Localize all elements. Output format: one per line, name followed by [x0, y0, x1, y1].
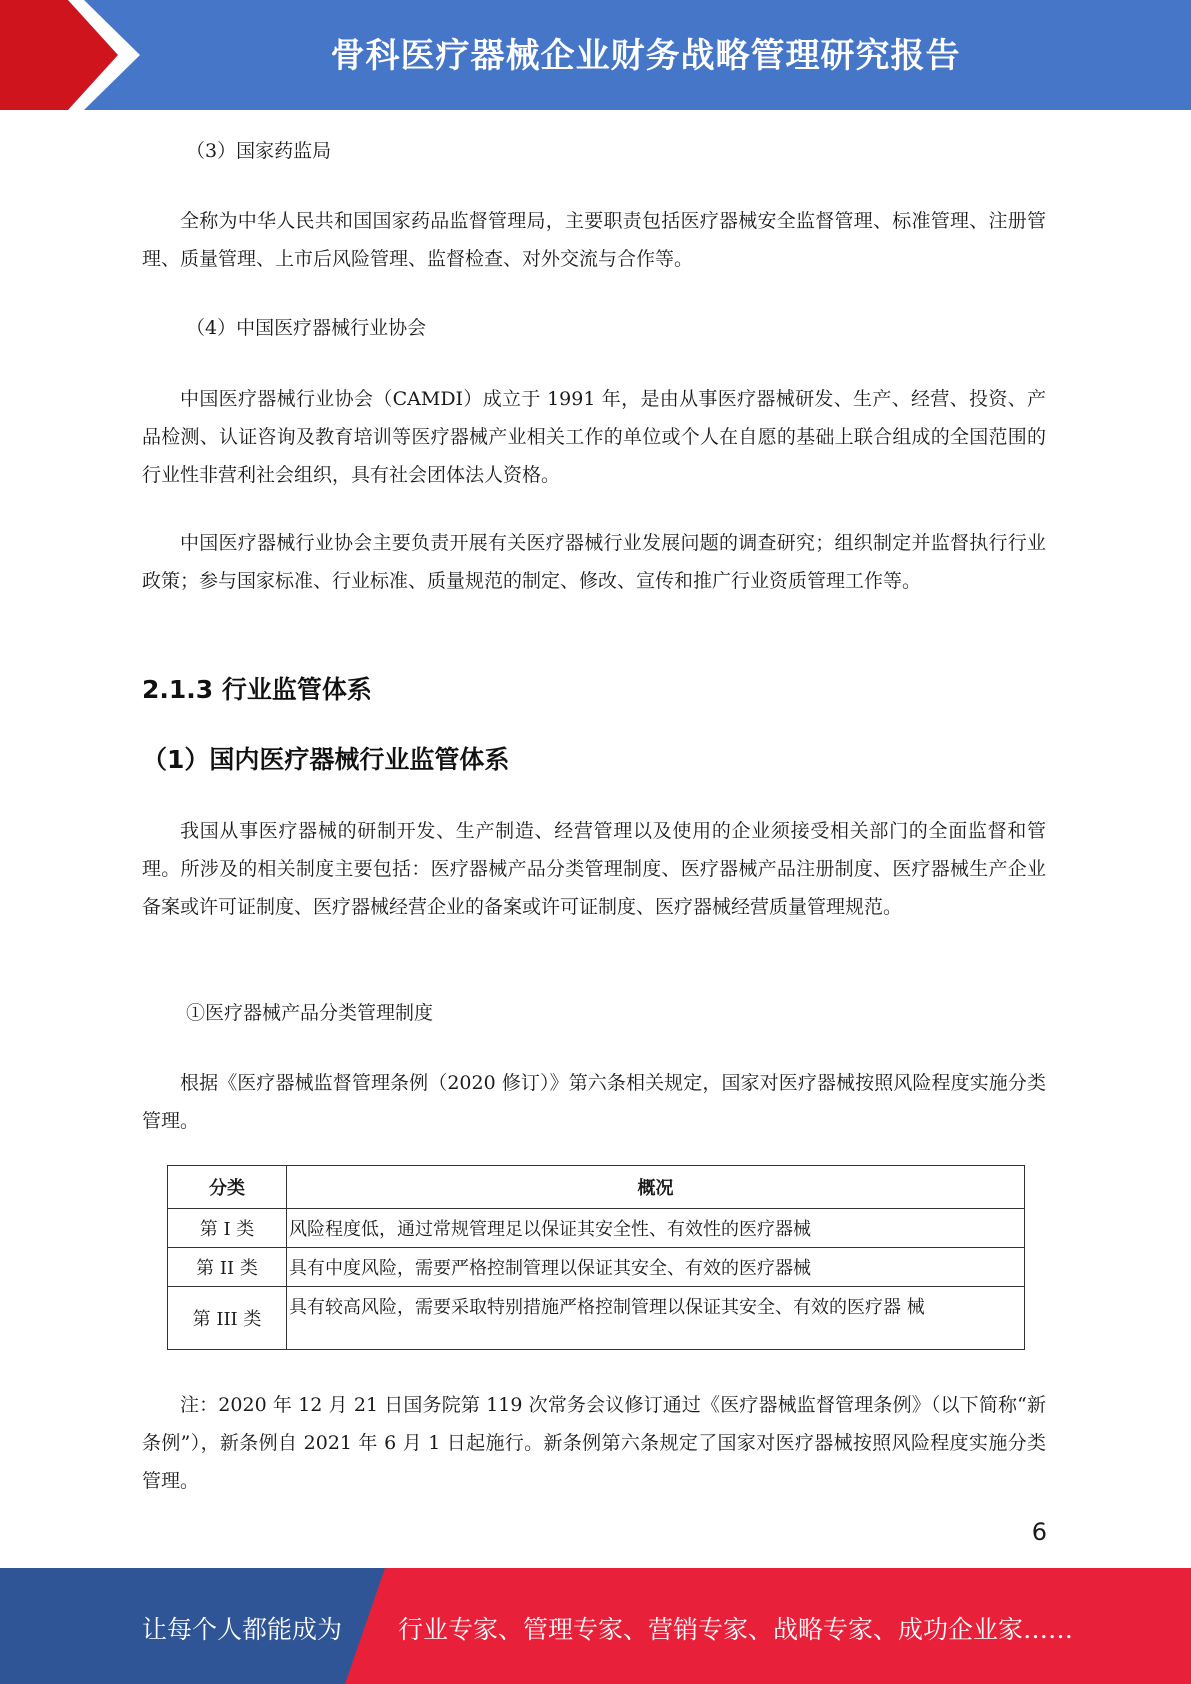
table-cell-category: 第 I 类	[168, 1209, 287, 1248]
footer-slogan-right: 行业专家、管理专家、营销专家、战略专家、成功企业家……	[398, 1615, 1074, 1644]
classification-table	[167, 1165, 1025, 1350]
paragraph-classification: 根据《医疗器械监督管理条例（2020 修订）》第六条相关规定，国家对医疗器械按照风险程度实施分类管理。	[142, 1072, 1046, 1132]
table-cell-description: 具有中度风险，需要严格控制管理以保证其安全、有效的医疗器械	[287, 1248, 1025, 1287]
table-cell-category: 第 II 类	[168, 1248, 287, 1287]
footer-slogan-left: 让每个人都能成为	[142, 1615, 343, 1644]
paragraph-nmpa: 全称为中华人民共和国国家药品监督管理局，主要职责包括医疗器械安全监督管理、标准管理、注册管理、质量管理、上市后风险管理、监督检查、对外交流与合作等。	[142, 210, 1046, 270]
table-cell-description: 风险程度低，通过常规管理足以保证其安全性、有效性的医疗器械	[287, 1209, 1025, 1248]
page-header	[0, 0, 1191, 110]
table-row	[168, 1209, 1025, 1248]
table-row	[168, 1287, 1025, 1350]
subheading-camdi: （4）中国医疗器械行业协会	[186, 317, 427, 339]
table-header-category: 分类	[168, 1166, 287, 1209]
subheading-classification: ①医疗器械产品分类管理制度	[186, 1002, 434, 1024]
section-heading-2-1-3: 2.1.3 行业监管体系	[142, 675, 372, 704]
report-title: 骨科医疗器械企业财务战略管理研究报告	[330, 36, 961, 76]
paragraph-regulation: 我国从事医疗器械的研制开发、生产制造、经营管理以及使用的企业须接受相关部门的全面监督和管理。所涉及的相关制度主要包括：医疗器械产品分类管理制度、医疗器械产品注册制度、医疗器械生产企业备案或许可证制度、医疗器械经营企业的备案或许可证制度、医疗器械经营质量管理规范。	[142, 820, 1046, 918]
page-number: 6	[1031, 1518, 1047, 1546]
section-heading-domestic: （1）国内医疗器械行业监管体系	[142, 745, 510, 774]
subheading-nmpa: （3）国家药监局	[186, 140, 332, 162]
table-cell-category: 第 III 类	[168, 1287, 287, 1350]
paragraph-camdi-intro: 中国医疗器械行业协会（CAMDI）成立于 1991 年，是由从事医疗器械研发、生产、经营、投资、产品检测、认证咨询及教育培训等医疗器械产业相关工作的单位或个人在自愿的基础上联合组成的全国范围的行业性非营利社会组织，具有社会团体法人资格。	[142, 388, 1046, 486]
page-footer	[0, 1568, 1191, 1684]
table-row	[168, 1248, 1025, 1287]
table-cell-description: 具有较高风险，需要采取特别措施严格控制管理以保证其安全、有效的医疗器 械	[287, 1287, 1025, 1350]
table-header-overview: 概况	[287, 1166, 1025, 1209]
note-paragraph: 注：2020 年 12 月 21 日国务院第 119 次常务会议修订通过《医疗器械监督管理条例》（以下简称“新条例”），新条例自 2021 年 6 月 1 日起施行。新条例第六条规定了国家对医疗器械按照风险程度实施分类管理。	[142, 1394, 1046, 1492]
paragraph-camdi-duties: 中国医疗器械行业协会主要负责开展有关医疗器械行业发展问题的调查研究；组织制定并监督执行行业政策；参与国家标准、行业标准、质量规范的制定、修改、宣传和推广行业资质管理工作等。	[142, 532, 1046, 592]
header-arrow-decoration	[0, 0, 200, 110]
table-header-row	[168, 1166, 1025, 1209]
